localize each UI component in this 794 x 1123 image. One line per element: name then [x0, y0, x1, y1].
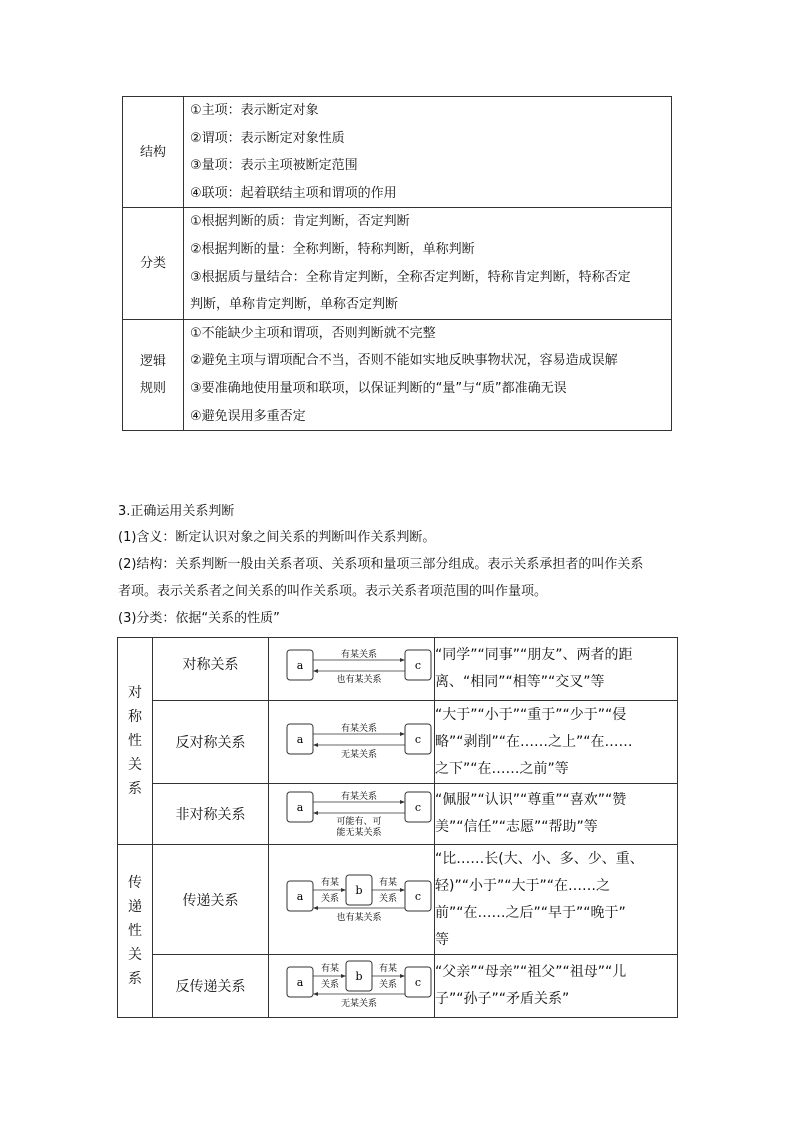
list-item: ①主项：表示断定对象	[190, 103, 319, 118]
table-row	[123, 319, 672, 430]
relation-label-top: 有某关系	[340, 724, 378, 734]
node-b-label: b	[355, 883, 363, 897]
relation-label-bottom: 也有某关系	[336, 675, 382, 685]
row-header-logic-rules	[123, 319, 184, 430]
relation-label-right-1: 有某	[378, 964, 398, 974]
node-b-label: b	[355, 970, 363, 983]
group-char: 递	[128, 899, 142, 915]
node-a-label: a	[296, 801, 304, 814]
table-row	[123, 97, 672, 208]
example-line: 之下”“在……之前”等	[435, 760, 569, 777]
example-line: 等	[435, 931, 449, 948]
row-header-structure: 结构	[123, 97, 184, 208]
row-content	[184, 208, 672, 319]
table-row	[118, 845, 678, 955]
example-line: “佩服”“认识”“尊重”“喜欢”“赞	[435, 792, 627, 808]
relation-label-right-2: 关系	[378, 980, 398, 990]
list-item: ③量项：表示主项被断定范围	[190, 158, 358, 174]
arrowhead	[341, 888, 346, 892]
arrowhead	[341, 974, 346, 978]
row-content	[184, 97, 672, 208]
relation-label-left-2: 关系	[320, 980, 340, 990]
relation-diagram	[269, 784, 435, 845]
node-a-label: a	[296, 889, 304, 903]
example-line: 子”“孙子”“矛盾关系”	[435, 991, 570, 1007]
arrowhead	[313, 743, 318, 747]
group-char: 系	[128, 971, 142, 987]
paragraph-definition: (1)含义：断定认识对象之间关系的判断叫作关系判断。	[118, 530, 436, 545]
arrowhead	[313, 906, 318, 910]
relation-name: 反对称关系	[153, 701, 269, 784]
relation-label-left-1: 有某	[320, 964, 340, 974]
row-header-classification: 分类	[123, 208, 184, 319]
node-c-label: c	[414, 889, 422, 903]
example-line: 美”“信任”“志愿”“帮助”等	[435, 819, 598, 835]
judgment-structure-table	[122, 96, 672, 431]
relation-diagram	[269, 701, 435, 784]
arrowhead	[400, 974, 405, 978]
paragraph-structure-1: (2)结构：关系判断一般由关系者项、关系项和量项三部分组成。表示关系承担者的叫作关系	[118, 557, 644, 572]
group-char: 性	[128, 733, 142, 749]
node-a-label: a	[296, 976, 304, 989]
node-c-label: c	[414, 733, 422, 746]
relation-label-bottom-1: 可能有、可	[336, 817, 382, 827]
antisymmetric-diagram	[269, 710, 435, 770]
example-line: “比……长(大、小、多、少、重、	[435, 850, 644, 867]
nonsymmetric-diagram	[269, 784, 435, 840]
relation-examples	[435, 701, 678, 784]
relation-label-left-1: 有某	[320, 877, 340, 888]
group-char: 对	[128, 685, 142, 701]
relation-label-right-1: 有某	[378, 877, 398, 888]
paragraph-structure-2: 者项。表示关系者之间关系的叫作关系项。表示关系者项范围的叫作量项。	[118, 584, 548, 599]
list-item: ④避免误用多重否定	[190, 408, 306, 424]
relation-label-bottom: 也有某关系	[336, 912, 382, 923]
row-content	[184, 319, 672, 430]
group-transitive-label	[118, 845, 153, 1018]
group-symmetric-label	[118, 638, 153, 845]
example-line: 离、“相同”“相等”“交叉”等	[435, 674, 605, 690]
paragraph-classification: (3)分类：依据“关系的性质”	[118, 611, 280, 626]
relation-label-bottom: 无某关系	[340, 999, 378, 1009]
arrowhead	[400, 732, 405, 736]
relation-diagram	[269, 638, 435, 701]
relation-name: 对称关系	[153, 638, 269, 701]
example-line: 前”“在……之后”“早于”“晚于”	[435, 904, 626, 921]
list-item: ③要准确地使用量项和联项，以保证判断的“量”与“质”都准确无误	[190, 380, 567, 396]
relation-types-table	[117, 637, 678, 1018]
group-char: 称	[128, 709, 142, 725]
example-line: 略”“剥削”“在……之上”“在……	[435, 733, 633, 750]
section-title: 3.正确运用关系判断	[118, 504, 235, 519]
example-line: 轻)”“小于”“大于”“在……之	[435, 877, 610, 894]
group-char: 性	[128, 923, 142, 939]
node-a-label: a	[296, 659, 304, 672]
list-item: ②根据判断的量：全称判断，特称判断，单称判断	[190, 241, 475, 257]
node-c-label: c	[414, 801, 422, 814]
table-row	[118, 955, 678, 1018]
arrowhead	[400, 888, 405, 892]
table-row	[118, 784, 678, 845]
example-line: “同学”“同事”“朋友”、两者的距	[435, 647, 633, 663]
list-item: 判断，单称肯定判断，单称否定判断	[190, 297, 399, 313]
group-char: 关	[128, 757, 142, 773]
header-line: 规则	[139, 380, 166, 396]
arrowhead	[313, 992, 318, 996]
relation-examples	[435, 845, 678, 955]
symmetric-diagram	[269, 638, 435, 696]
node-c-label: c	[414, 976, 422, 989]
relation-examples	[435, 955, 678, 1018]
node-c-label: c	[414, 659, 422, 672]
group-char: 关	[128, 947, 142, 963]
table-row	[118, 638, 678, 701]
arrowhead	[400, 658, 405, 662]
relation-name: 非对称关系	[153, 784, 269, 845]
relation-name: 传递关系	[153, 845, 269, 955]
relation-diagram	[269, 955, 435, 1018]
table-row	[123, 208, 672, 319]
node-a-label: a	[296, 733, 304, 746]
group-char: 系	[128, 781, 142, 797]
transitive-diagram	[269, 865, 435, 931]
arrowhead	[313, 669, 318, 673]
example-line: “父亲”“母亲”“祖父”“祖母”“儿	[435, 964, 627, 980]
relation-label-top: 有某关系	[340, 650, 378, 660]
arrowhead	[313, 811, 318, 815]
relation-label-right-2: 关系	[378, 893, 398, 904]
group-char: 传	[128, 875, 142, 891]
list-item: ④联项：起着联结主项和谓项的作用	[190, 185, 397, 201]
list-item: ①根据判断的质：肯定判断，否定判断	[190, 214, 410, 230]
relation-examples	[435, 638, 678, 701]
header-line: 逻辑	[139, 353, 166, 369]
list-item: ③根据质与量结合：全称肯定判断，全称否定判断，特称肯定判断，特称否定	[190, 269, 631, 285]
list-item: ②谓项：表示断定对象性质	[190, 130, 345, 146]
list-item: ①不能缺少主项和谓项，否则判断就不完整	[190, 325, 436, 341]
relation-label-bottom-2: 能无某关系	[336, 828, 382, 838]
relation-examples	[435, 784, 678, 845]
intransitive-diagram	[269, 955, 435, 1013]
relation-label-bottom: 无某关系	[340, 750, 378, 760]
table-row	[118, 701, 678, 784]
relation-name: 反传递关系	[153, 955, 269, 1018]
arrowhead	[400, 800, 405, 804]
example-line: “大于”“小于”“重于”“少于”“侵	[435, 706, 627, 723]
relation-label-left-2: 关系	[320, 893, 340, 904]
relation-label-top: 有某关系	[340, 792, 378, 802]
list-item: ②避免主项与谓项配合不当，否则不能如实地反映事物状况，容易造成误解	[190, 353, 618, 369]
relation-diagram	[269, 845, 435, 955]
